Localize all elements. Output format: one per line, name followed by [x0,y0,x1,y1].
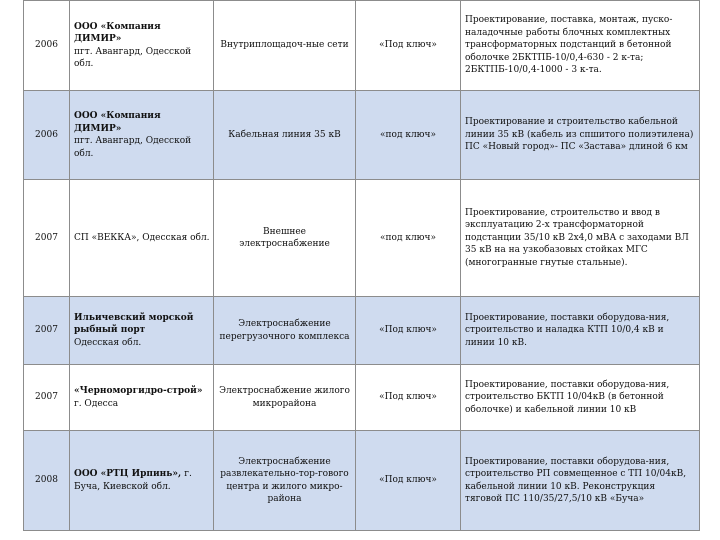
customer-place: СП «ВЕККА», Одесская обл. [74,232,210,243]
contract-type-cell: «Под ключ» [356,365,461,431]
customer-cell [70,180,214,297]
contract-type-cell: «под ключ» [356,91,461,180]
table-row [24,91,700,180]
contract-type-cell: «под ключ» [356,180,461,297]
customer-cell [70,365,214,431]
work-description-cell: Проектирование, строительство и ввод в эксплуатацию 2-х трансформаторной подстанции 35/10 кВ 2х4,0 мВА с заходами ВЛ 35 кВ на на узкобазовых стойках МГС (многогранные гнутые стальные). [461,180,700,297]
customer-place: Одесская обл. [74,337,142,348]
year-cell: 2007 [24,180,70,297]
work-description-cell: Проектирование, поставка, монтаж, пуско-наладочные работы блочных комплектных трансформаторных подстанций в бетонной оболочке 2БКТПБ-10/0,4-630 - 2 к-та; 2БКТПБ-10/0,4-1000 - 3 к-та. [461,1,700,91]
customer-cell [70,431,214,531]
customer-name: Ильичевский морской рыбный порт [74,312,194,336]
object-cell: Внутриплощадоч-ные сети [214,1,356,91]
object-cell: Электроснабжение жилого микрорайона [214,365,356,431]
customer-place: пгт. Авангард, Одесской обл. [74,136,192,159]
object-cell: Электроснабжение перегрузочного комплекса [214,297,356,365]
customer-name: ООО «Компания ДИМИР» [74,21,161,44]
object-cell: Электроснабжение развлекательно-тор-гового центра и жилого микро-района [214,431,356,531]
year-cell: 2006 [24,1,70,91]
year-cell: 2006 [24,91,70,180]
customer-place: г. Одесса [74,398,119,409]
customer-place: пгт. Авангард, Одесской обл. [74,46,192,69]
contract-type-cell: «Под ключ» [356,431,461,531]
projects-table [23,0,700,531]
table-row [24,180,700,297]
year-cell: 2008 [24,431,70,531]
work-description-cell: Проектирование, поставки оборудова-ния, строительство РП совмещенное с ТП 10/04кВ, кабельной линии 10 кВ. Реконструкция тяговой ПС 110/35/27,5/10 кВ «Буча» [461,431,700,531]
work-description-cell: Проектирование, поставки оборудова-ния, строительство и наладка КТП 10/0,4 кВ и линии 10 кВ. [461,297,700,365]
work-description-cell: Проектирование, поставки оборудова-ния, строительство БКТП 10/04кВ (в бетонной оболочке) и кабельной линии 10 кВ [461,365,700,431]
customer-place: г. Буча, Киевской обл. [74,469,192,492]
table-row [24,297,700,365]
year-cell: 2007 [24,365,70,431]
customer-cell [70,91,214,180]
table-row [24,365,700,431]
contract-type-cell: «Под ключ» [356,1,461,91]
customer-name: ООО «Компания ДИМИР» [74,111,161,134]
year-cell: 2007 [24,297,70,365]
customer-cell [70,1,214,91]
work-description-cell: Проектирование и строительство кабельной линии 35 кВ (кабель из спшитого полиэтилена) ПС «Новый город»- ПС «Застава» длиной 6 км [461,91,700,180]
object-cell: Внешнее электроснабжение [214,180,356,297]
customer-cell [70,297,214,365]
customer-name: «Черноморгидро-строй» [74,386,203,396]
table-row [24,431,700,531]
table-row [24,1,700,91]
contract-type-cell: «Под ключ» [356,297,461,365]
customer-name: ООО «РТЦ Ирпинь», [74,469,185,479]
object-cell: Кабельная линия 35 кВ [214,91,356,180]
